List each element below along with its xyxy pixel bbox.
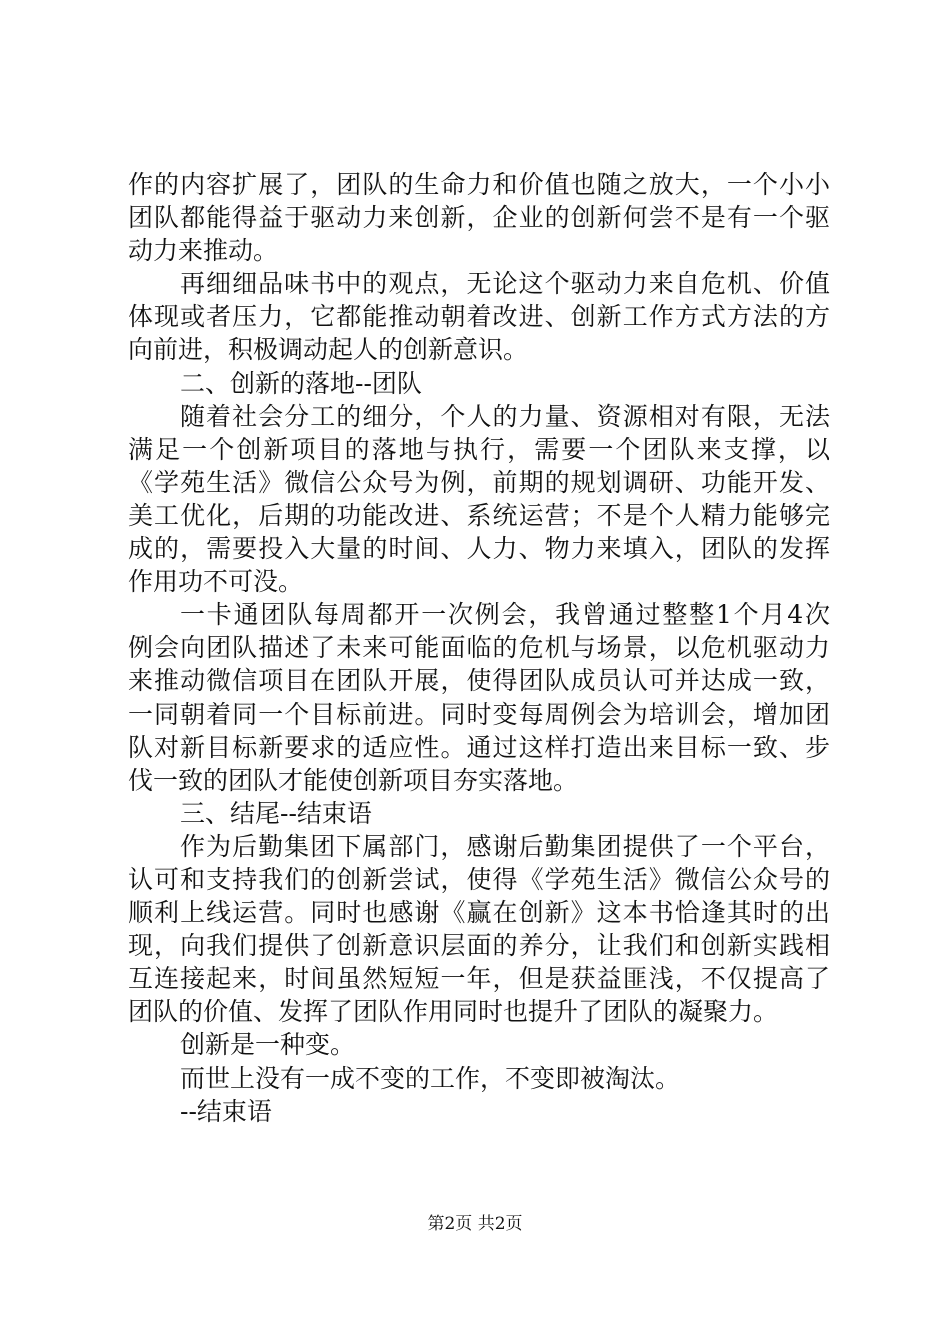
text-line: 三、结尾--结束语 (180, 798, 372, 828)
text-line: 而世上没有一成不变的工作，不变即被淘汰。 (180, 1063, 681, 1093)
text-line: 例会向团队描述了未来可能面临的危机与场景，以危机驱动力 (128, 633, 830, 663)
text-line: 一卡通团队每周都开一次例会，我曾通过整整1个月4次 (180, 600, 830, 630)
text-line: 再细细品味书中的观点，无论这个驱动力来自危机、价值 (180, 269, 830, 299)
text-line: --结束语 (180, 1096, 272, 1126)
text-line: 团队的价值、发挥了团队作用同时也提升了团队的凝聚力。 (128, 997, 779, 1027)
text-line: 现，向我们提供了创新意识层面的养分，让我们和创新实践相 (128, 931, 830, 961)
text-line: 作的内容扩展了，团队的生命力和价值也随之放大，一个小小 (128, 170, 830, 199)
text-line: 美工优化，后期的功能改进、系统运营；不是个人精力能够完 (128, 500, 830, 530)
text-line: 伐一致的团队才能使创新项目夯实落地。 (128, 765, 579, 795)
text-line: 成的，需要投入大量的时间、人力、物力来填入，团队的发挥 (128, 534, 830, 564)
text-line: 互连接起来，时间虽然短短一年，但是获益匪浅，不仅提高了 (128, 964, 830, 994)
text-line: 队对新目标新要求的适应性。通过这样打造出来目标一致、步 (128, 732, 830, 762)
text-line: 顺利上线运营。同时也感谢《赢在创新》这本书恰逢其时的出 (128, 898, 830, 928)
text-line: 团队都能得益于驱动力来创新，企业的创新何尝不是有一个驱 (128, 203, 830, 233)
text-line: 二、创新的落地--团队 (180, 368, 422, 398)
text-line: 作用功不可没。 (128, 567, 304, 597)
text-line: 《学苑生活》微信公众号为例，前期的规划调研、功能开发、 (128, 467, 830, 497)
text-line: 作为后勤集团下属部门，感谢后勤集团提供了一个平台， (180, 831, 830, 861)
text-line: 满足一个创新项目的落地与执行，需要一个团队来支撑，以 (128, 434, 830, 464)
text-line: 随着社会分工的细分，个人的力量、资源相对有限，无法 (180, 401, 830, 431)
text-line: 向前进，积极调动起人的创新意识。 (128, 335, 529, 365)
document-body (128, 168, 830, 1128)
text-line: 来推动微信项目在团队开展，使得团队成员认可并达成一致， (128, 666, 830, 696)
text-line: 创新是一种变。 (180, 1030, 356, 1060)
text-line: 体现或者压力，它都能推动朝着改进、创新工作方式方法的方 (128, 302, 830, 332)
text-line: 一同朝着同一个目标前进。同时变每周例会为培训会，增加团 (128, 699, 830, 729)
page-footer: 第2页 共2页 (427, 1214, 523, 1234)
text-line: 动力来推动。 (128, 236, 279, 266)
text-line: 认可和支持我们的创新尝试，使得《学苑生活》微信公众号的 (128, 864, 830, 894)
